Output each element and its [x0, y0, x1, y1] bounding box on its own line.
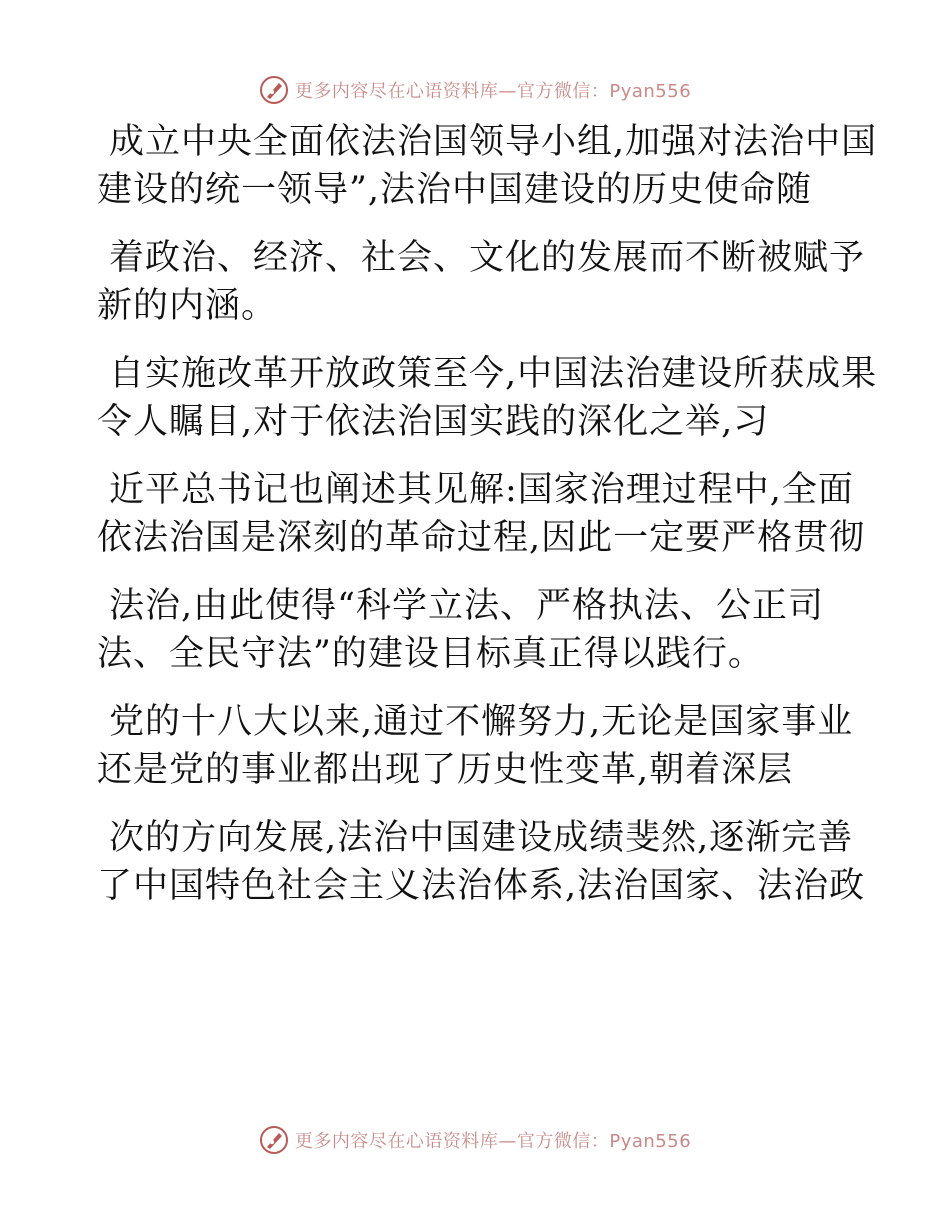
watermark-text: 更多内容尽在心语资料库—官方微信：Pyan556	[294, 81, 692, 102]
text-line: 依法治国是深刻的革命过程,因此一定要严格贯彻	[97, 518, 866, 558]
text-line: 令人瞩目,对于依法治国实践的深化之举,习	[97, 402, 770, 442]
document-body	[97, 118, 878, 910]
text-line: 法、全民守法”的建设目标真正得以践行。	[97, 634, 764, 674]
footer-watermark	[0, 1120, 950, 1160]
text-line: 次的方向发展,法治中国建设成绩斐然,逐渐完善	[109, 818, 854, 858]
watermark-text: 更多内容尽在心语资料库—官方微信：Pyan556	[294, 1131, 692, 1152]
text-line: 成立中央全面依法治国领导小组,加强对法治中国	[109, 122, 878, 162]
text-line: 近平总书记也阐述其见解:国家治理过程中,全面	[109, 470, 854, 510]
text-line: 还是党的事业都出现了历史性变革,朝着深层	[97, 750, 794, 790]
text-line: 新的内涵。	[97, 286, 278, 326]
text-line: 党的十八大以来,通过不懈努力,无论是国家事业	[109, 702, 854, 742]
pen-logo-icon	[259, 1125, 289, 1155]
pen-logo-icon	[259, 75, 289, 105]
text-line: 法治,由此使得“科学立法、严格执法、公正司	[109, 586, 825, 626]
text-line: 自实施改革开放政策至今,中国法治建设所获成果	[109, 354, 878, 394]
text-line: 建设的统一领导”,法治中国建设的历史使命随	[97, 170, 813, 210]
header-watermark	[0, 70, 950, 110]
text-line: 着政治、经济、社会、文化的发展而不断被赋予	[109, 238, 866, 278]
text-line: 了中国特色社会主义法治体系,法治国家、法治政	[97, 866, 866, 906]
